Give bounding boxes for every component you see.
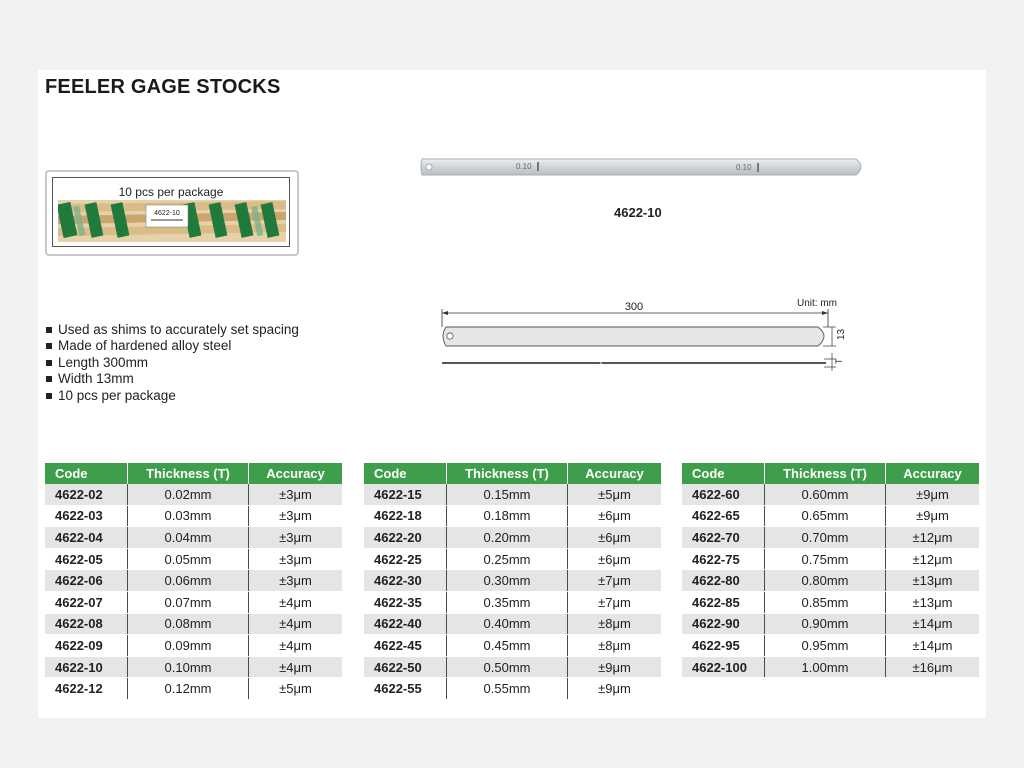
code-cell: 4622-60 (682, 484, 765, 505)
feature-item: 10 pcs per package (45, 388, 299, 404)
accuracy-cell: ±3μm (249, 570, 343, 592)
code-cell: 4622-40 (364, 613, 447, 635)
thickness-cell: 0.50mm (447, 656, 568, 678)
thickness-cell: 0.04mm (128, 527, 249, 549)
code-cell: 4622-20 (364, 527, 447, 549)
spec-table-2 (364, 463, 661, 700)
thickness-cell: 0.15mm (447, 484, 568, 505)
thickness-cell: 0.65mm (765, 505, 886, 527)
table-row (364, 635, 661, 657)
feature-item: Made of hardened alloy steel (45, 338, 299, 354)
accuracy-header: Accuracy (249, 463, 343, 484)
thickness-cell: 0.10mm (128, 656, 249, 678)
code-cell: 4622-35 (364, 591, 447, 613)
table-row (45, 635, 342, 657)
thickness-cell: 0.75mm (765, 548, 886, 570)
accuracy-cell: ±13μm (886, 570, 980, 592)
code-header: Code (45, 463, 128, 484)
spec-table-3 (682, 463, 979, 678)
code-cell: 4622-06 (45, 570, 128, 592)
accuracy-cell: ±13μm (886, 591, 980, 613)
dimension-drawing (440, 296, 850, 377)
accuracy-cell: ±4μm (249, 591, 343, 613)
thickness-cell: 0.95mm (765, 635, 886, 657)
table-row (682, 527, 979, 549)
accuracy-cell: ±9μm (568, 678, 662, 700)
thickness-cell: 1.00mm (765, 656, 886, 678)
code-cell: 4622-03 (45, 505, 128, 527)
thickness-cell: 0.03mm (128, 505, 249, 527)
accuracy-cell: ±6μm (568, 527, 662, 549)
code-cell: 4622-09 (45, 635, 128, 657)
code-cell: 4622-02 (45, 484, 128, 505)
accuracy-cell: ±3μm (249, 527, 343, 549)
thickness-header: Thickness (T) (765, 463, 886, 484)
code-cell: 4622-04 (45, 527, 128, 549)
thickness-cell: 0.30mm (447, 570, 568, 592)
accuracy-cell: ±6μm (568, 505, 662, 527)
code-cell: 4622-12 (45, 678, 128, 700)
package-strips-graphic (58, 200, 286, 242)
thickness-cell: 0.70mm (765, 527, 886, 549)
table-row (682, 505, 979, 527)
thickness-header: Thickness (T) (447, 463, 568, 484)
code-cell: 4622-100 (682, 656, 765, 678)
code-cell: 4622-15 (364, 484, 447, 505)
feature-item: Used as shims to accurately set spacing (45, 322, 299, 338)
accuracy-header: Accuracy (886, 463, 980, 484)
feature-list (45, 322, 299, 404)
table-row (45, 505, 342, 527)
table-row (45, 527, 342, 549)
table-row (682, 484, 979, 505)
package-image-frame (45, 170, 299, 256)
table-row (45, 678, 342, 700)
code-cell: 4622-18 (364, 505, 447, 527)
accuracy-cell: ±7μm (568, 591, 662, 613)
table-row (682, 591, 979, 613)
thickness-cell: 0.08mm (128, 613, 249, 635)
code-header: Code (682, 463, 765, 484)
thickness-cell: 0.05mm (128, 548, 249, 570)
package-photo (58, 200, 286, 242)
code-cell: 4622-95 (682, 635, 765, 657)
accuracy-cell: ±5μm (249, 678, 343, 700)
thickness-cell: 0.12mm (128, 678, 249, 700)
accuracy-cell: ±4μm (249, 635, 343, 657)
thickness-cell: 0.35mm (447, 591, 568, 613)
unit-label: Unit: mm (797, 298, 837, 309)
table-row (364, 570, 661, 592)
table-row (364, 678, 661, 700)
accuracy-cell: ±5μm (568, 484, 662, 505)
thickness-cell: 0.09mm (128, 635, 249, 657)
table-row (364, 505, 661, 527)
accuracy-cell: ±8μm (568, 635, 662, 657)
code-cell: 4622-45 (364, 635, 447, 657)
thickness-cell: 0.06mm (128, 570, 249, 592)
table-row (364, 527, 661, 549)
accuracy-cell: ±4μm (249, 613, 343, 635)
table-row (682, 548, 979, 570)
code-cell: 4622-08 (45, 613, 128, 635)
thickness-cell: 0.80mm (765, 570, 886, 592)
strip-marking-right: 0.10 (736, 163, 752, 172)
thickness-dimension: T (834, 358, 844, 364)
thickness-cell: 0.18mm (447, 505, 568, 527)
table-row (45, 570, 342, 592)
accuracy-header: Accuracy (568, 463, 662, 484)
thickness-cell: 0.55mm (447, 678, 568, 700)
thickness-cell: 0.60mm (765, 484, 886, 505)
length-dimension: 300 (624, 301, 644, 313)
code-cell: 4622-10 (45, 656, 128, 678)
table-row (682, 635, 979, 657)
accuracy-cell: ±3μm (249, 484, 343, 505)
table-row (682, 656, 979, 678)
accuracy-cell: ±9μm (886, 505, 980, 527)
accuracy-cell: ±3μm (249, 548, 343, 570)
width-dimension: 13 (836, 328, 847, 340)
accuracy-cell: ±9μm (568, 656, 662, 678)
strip-marking-left: 0.10 (516, 162, 532, 171)
thickness-header: Thickness (T) (128, 463, 249, 484)
accuracy-cell: ±14μm (886, 635, 980, 657)
table-row (45, 613, 342, 635)
accuracy-cell: ±3μm (249, 505, 343, 527)
code-header: Code (364, 463, 447, 484)
code-cell: 4622-55 (364, 678, 447, 700)
table-row (45, 484, 342, 505)
table-row (45, 591, 342, 613)
code-cell: 4622-50 (364, 656, 447, 678)
accuracy-cell: ±9μm (886, 484, 980, 505)
code-cell: 4622-30 (364, 570, 447, 592)
table-row (364, 591, 661, 613)
table-row (45, 656, 342, 678)
code-cell: 4622-75 (682, 548, 765, 570)
code-cell: 4622-65 (682, 505, 765, 527)
table-row (364, 613, 661, 635)
package-label: 10 pcs per package (118, 185, 224, 199)
package-image (52, 177, 290, 247)
accuracy-cell: ±6μm (568, 548, 662, 570)
table-row (45, 548, 342, 570)
accuracy-cell: ±12μm (886, 548, 980, 570)
code-cell: 4622-05 (45, 548, 128, 570)
accuracy-cell: ±14μm (886, 613, 980, 635)
spec-table-1 (45, 463, 342, 700)
thickness-cell: 0.02mm (128, 484, 249, 505)
feature-item: Width 13mm (45, 371, 299, 387)
thickness-cell: 0.85mm (765, 591, 886, 613)
accuracy-cell: ±12μm (886, 527, 980, 549)
accuracy-cell: ±16μm (886, 656, 980, 678)
feeler-strip-photo (420, 155, 868, 184)
code-cell: 4622-85 (682, 591, 765, 613)
accuracy-cell: ±7μm (568, 570, 662, 592)
accuracy-cell: ±8μm (568, 613, 662, 635)
code-cell: 4622-90 (682, 613, 765, 635)
code-cell: 4622-07 (45, 591, 128, 613)
table-row (364, 548, 661, 570)
thickness-cell: 0.07mm (128, 591, 249, 613)
thickness-cell: 0.40mm (447, 613, 568, 635)
model-number: 4622-10 (614, 205, 662, 220)
page-title: FEELER GAGE STOCKS (45, 76, 281, 98)
table-row (364, 484, 661, 505)
thickness-cell: 0.45mm (447, 635, 568, 657)
package-tag-code: 4622-10 (154, 210, 180, 217)
thickness-cell: 0.90mm (765, 613, 886, 635)
table-row (682, 570, 979, 592)
code-cell: 4622-70 (682, 527, 765, 549)
table-row (682, 613, 979, 635)
thickness-cell: 0.20mm (447, 527, 568, 549)
thickness-cell: 0.25mm (447, 548, 568, 570)
accuracy-cell: ±4μm (249, 656, 343, 678)
code-cell: 4622-80 (682, 570, 765, 592)
feature-item: Length 300mm (45, 355, 299, 371)
code-cell: 4622-25 (364, 548, 447, 570)
table-row (364, 656, 661, 678)
